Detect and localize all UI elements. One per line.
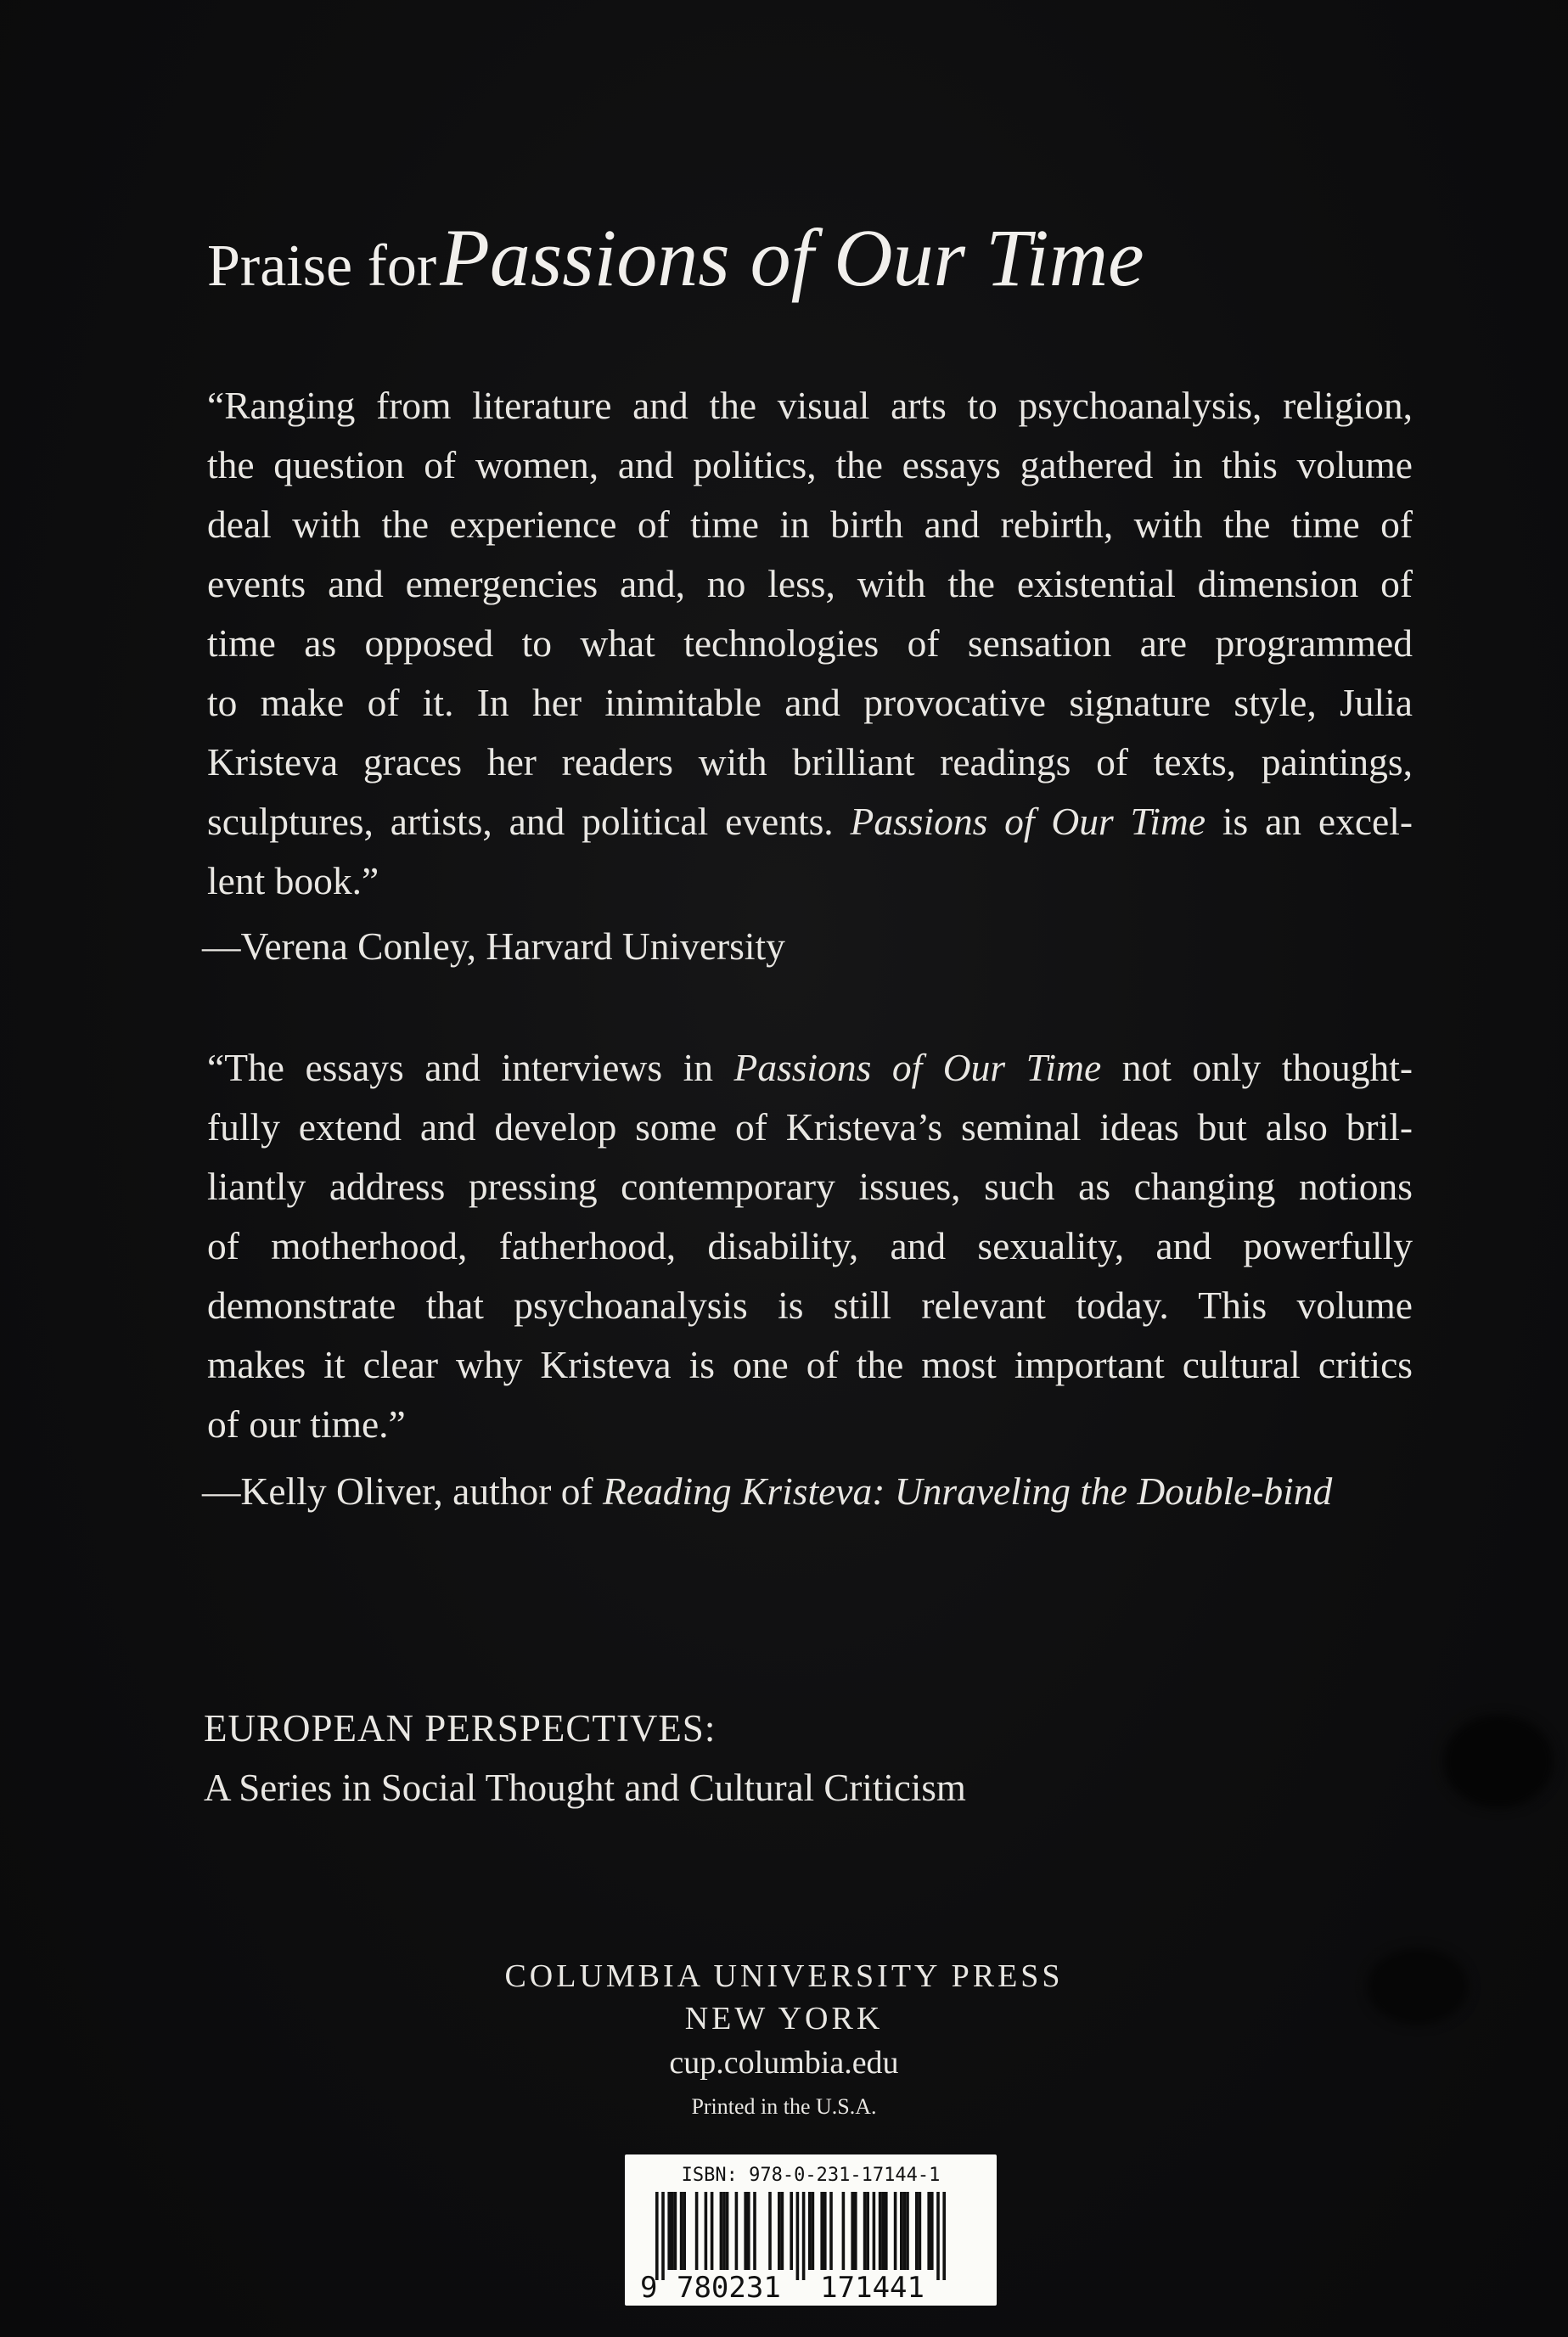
blurb-line: the question of women, and politics, the essays gathered in this volume: [207, 443, 1413, 486]
blurb-quote-1: [207, 376, 1413, 911]
barcode-bar: [823, 2192, 827, 2270]
blurb-text: “The essays and interviews in: [207, 1046, 734, 1089]
barcode-bar: [671, 2192, 674, 2270]
barcode-bar: [735, 2192, 739, 2270]
blurb-text: sculptures, artists, and political events.: [207, 800, 851, 843]
publisher-url: cup.columbia.edu: [669, 2045, 899, 2081]
barcode-bar: [915, 2192, 919, 2270]
praise-heading-lead: Praise for: [207, 233, 437, 299]
barcode-bar: [919, 2192, 922, 2270]
barcode-bar: [894, 2192, 897, 2270]
barcode-bar: [778, 2192, 781, 2270]
publisher-name: COLUMBIA UNIVERSITY PRESS: [504, 1958, 1064, 1994]
cover-stain: [1443, 1715, 1554, 1808]
barcode-bar: [744, 2192, 747, 2270]
barcode-bar: [790, 2192, 793, 2270]
barcode-bar: [667, 2192, 671, 2270]
barcode-bar: [796, 2192, 800, 2280]
barcode-bar: [726, 2192, 729, 2270]
barcode-bar: [655, 2192, 659, 2280]
barcode-bar: [802, 2192, 806, 2280]
blurb-line: to make of it. In her inimitable and provocative signature style, Julia: [207, 681, 1413, 724]
blurb-book-title: Passions of Our Time: [733, 1046, 1102, 1089]
blurb-line: Kristeva graces her readers with brilliant readings of texts, paintings,: [207, 740, 1413, 784]
barcode-bar: [820, 2192, 823, 2270]
barcode-bar: [863, 2192, 867, 2270]
barcode-bar: [930, 2192, 934, 2270]
barcode-bar: [722, 2192, 726, 2270]
blurb-line: fully extend and develop some of Kristeva’s seminal ideas but also bril-: [207, 1105, 1413, 1149]
blurb-attribution-2: [202, 1469, 1332, 1514]
attribution-book-title: Reading Kristeva: Unraveling the Double-bind: [603, 1469, 1333, 1513]
blurb-line: time as opposed to what technologies of sensation are programmed: [207, 621, 1413, 665]
barcode-bar: [906, 2192, 909, 2270]
blurb-line: lent book.”: [207, 859, 379, 902]
barcode-graphic: [637, 2192, 985, 2300]
blurb-line: [207, 1038, 1413, 1098]
barcode-bar: [881, 2192, 885, 2270]
attribution-text: —Kelly Oliver, author of: [202, 1469, 604, 1513]
barcode-bar: [781, 2192, 784, 2270]
barcode-digits: 9: [640, 2271, 658, 2300]
blurb-quote-2: [207, 1038, 1413, 1454]
barcode-bar: [661, 2192, 665, 2280]
blurb-line: events and emergencies and, no less, with the existential dimension of: [207, 562, 1413, 605]
series-title: EUROPEAN PERSPECTIVES:: [204, 1707, 717, 1750]
barcode-bar: [695, 2192, 699, 2270]
barcode-digits: 171441: [820, 2271, 925, 2300]
barcode-bar: [674, 2192, 677, 2270]
barcode-bar: [683, 2192, 686, 2270]
blurb-line: of our time.”: [207, 1402, 406, 1446]
blurb-line: demonstrate that psychoanalysis is still relevant today. This volume: [207, 1284, 1413, 1327]
isbn-barcode: [625, 2154, 997, 2306]
blurb-line: liantly address pressing contemporary issues, such as changing notions: [207, 1165, 1413, 1208]
barcode-bar: [680, 2192, 683, 2270]
barcode-bar: [812, 2192, 815, 2270]
barcode-bar: [936, 2192, 940, 2280]
barcode-bar: [866, 2192, 869, 2270]
blurb-line: makes it clear why Kristeva is one of the most important cultural critics: [207, 1343, 1413, 1386]
barcode-bar: [879, 2192, 882, 2270]
barcode-digits: 780231: [676, 2271, 781, 2300]
barcode-bar: [808, 2192, 812, 2270]
series-subtitle: A Series in Social Thought and Cultural Criticism: [204, 1767, 966, 1809]
barcode-bar: [753, 2192, 756, 2270]
blurb-text: is an excel-: [1206, 800, 1413, 843]
barcode-bar: [851, 2192, 854, 2270]
blurb-line: “Ranging from literature and the visual arts to psychoanalysis, religion,: [207, 384, 1413, 427]
blurb-line: deal with the experience of time in birth and rebirth, with the time of: [207, 503, 1413, 546]
blurb-book-title: Passions of Our Time: [850, 800, 1206, 843]
blurb-line: of motherhood, fatherhood, disability, and sexuality, and powerfully: [207, 1224, 1413, 1267]
barcode-bar: [829, 2192, 833, 2270]
barcode-bar: [747, 2192, 750, 2270]
barcode-bar: [711, 2192, 714, 2270]
barcode-bar: [768, 2192, 772, 2270]
barcode-bar: [885, 2192, 888, 2270]
printed-in-note: Printed in the U.S.A.: [691, 2094, 877, 2119]
barcode-bar: [942, 2192, 946, 2280]
barcode-bar: [842, 2192, 846, 2270]
publisher-city: NEW YORK: [684, 2001, 884, 2036]
barcode-bar: [903, 2192, 907, 2270]
barcode-bar: [900, 2192, 903, 2270]
barcode-bar: [854, 2192, 857, 2270]
barcode-bar: [720, 2192, 723, 2270]
blurb-text: not only thought-: [1101, 1046, 1413, 1089]
blurb-line: [207, 792, 1413, 851]
praise-heading: [207, 211, 1413, 305]
praise-heading-book-title: Passions of Our Time: [440, 212, 1144, 303]
barcode-bar: [927, 2192, 930, 2270]
barcode-bar: [705, 2192, 708, 2270]
blurb-attribution-1: —Verena Conley, Harvard University: [202, 924, 785, 968]
barcode-bar: [873, 2192, 876, 2270]
isbn-label: ISBN: 978-0-231-17144-1: [681, 2165, 941, 2186]
